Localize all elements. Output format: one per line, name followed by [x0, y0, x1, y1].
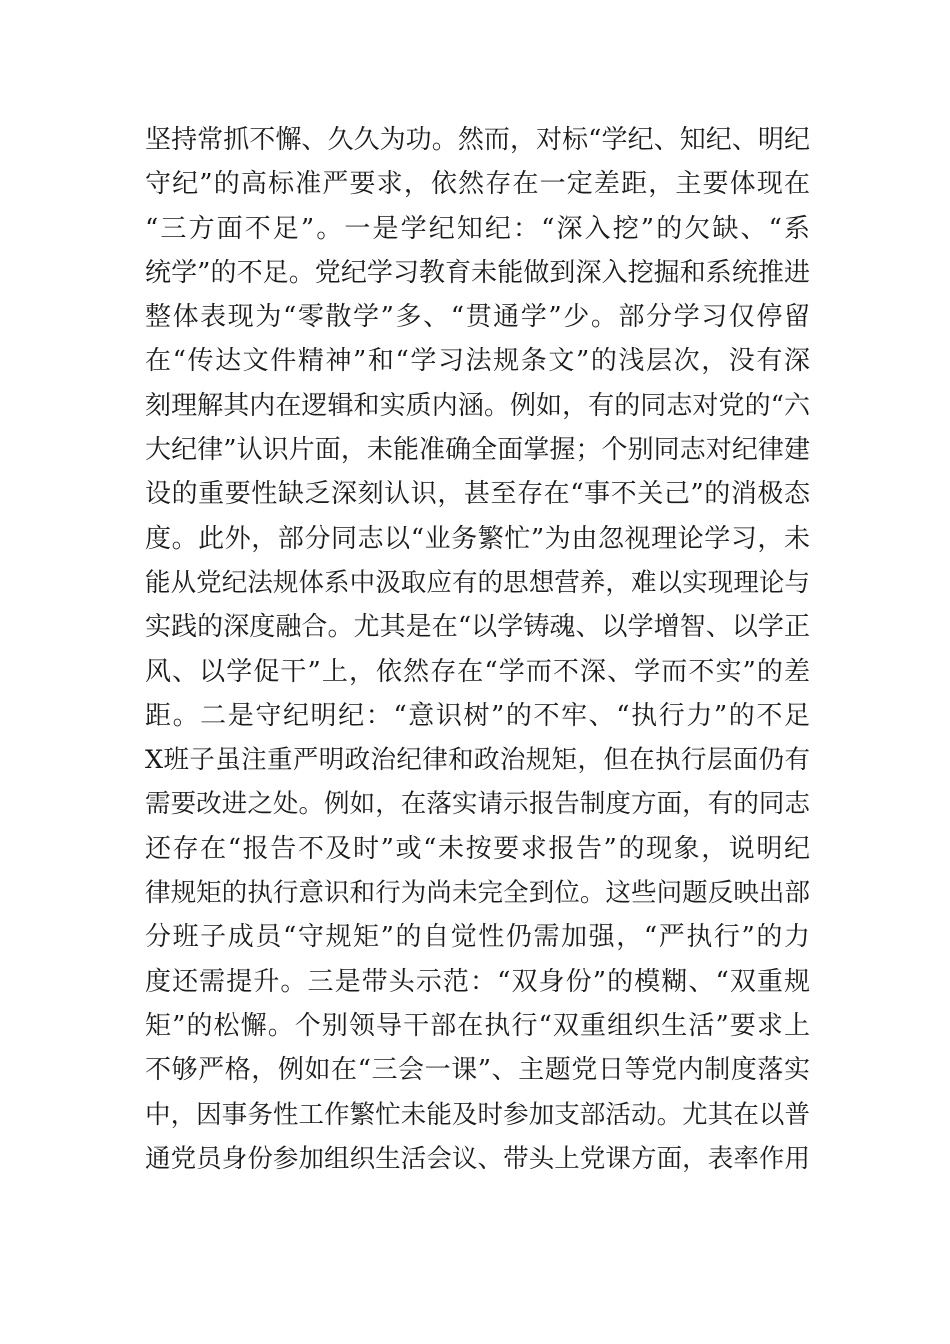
text-line: 大纪律”认识片面，未能准确全面掌握；个别同志对纪律建 — [145, 435, 810, 466]
text-line: 矩”的松懈。个别领导干部在执行“双重组织生活”要求上 — [145, 1010, 810, 1041]
text-line: X班子虽注重严明政治纪律和政治规矩，但在执行层面仍有 — [145, 745, 810, 776]
text-line: 还存在“报告不及时”或“未按要求报告”的现象，说明纪 — [145, 833, 810, 864]
text-line: 不够严格，例如在“三会一课”、主题党日等党内制度落实 — [145, 1055, 810, 1086]
text-line: 整体表现为“零散学”多、“贯通学”少。部分学习仅停留 — [145, 302, 810, 333]
body-text — [145, 118, 810, 1181]
text-line: 守纪”的高标准严要求，依然存在一定差距，主要体现在 — [145, 169, 810, 200]
text-line: “三方面不足”。一是学纪知纪：“深入挖”的欠缺、“系 — [145, 213, 810, 244]
text-line: 刻理解其内在逻辑和实质内涵。例如，有的同志对党的“六 — [145, 390, 810, 421]
text-line: 度还需提升。三是带头示范：“双身份”的模糊、“双重规 — [145, 966, 810, 997]
text-line: 律规矩的执行意识和行为尚未完全到位。这些问题反映出部 — [145, 878, 810, 909]
text-line: 设的重要性缺乏深刻认识，甚至存在“事不关己”的消极态 — [145, 479, 810, 510]
text-line: 风、以学促干”上，依然存在“学而不深、学而不实”的差 — [145, 656, 810, 687]
text-line: 中，因事务性工作繁忙未能及时参加支部活动。尤其在以普 — [145, 1099, 810, 1130]
text-line: 统学”的不足。党纪学习教育未能做到深入挖掘和系统推进 — [145, 257, 810, 288]
text-line: 通党员身份参加组织生活会议、带头上党课方面，表率作用 — [145, 1143, 810, 1174]
text-line: 坚持常抓不懈、久久为功。然而，对标“学纪、知纪、明纪 — [145, 125, 810, 155]
text-line: 分班子成员“守规矩”的自觉性仍需加强，“严执行”的力 — [145, 922, 810, 953]
text-line: 能从党纪法规体系中汲取应有的思想营养，难以实现理论与 — [145, 567, 810, 598]
text-line: 需要改进之处。例如，在落实请示报告制度方面，有的同志 — [145, 789, 810, 820]
text-line: 距。二是守纪明纪：“意识树”的不牢、“执行力”的不足 — [145, 700, 810, 731]
text-line: 在“传达文件精神”和“学习法规条文”的浅层次，没有深 — [145, 346, 810, 377]
text-line: 度。此外，部分同志以“业务繁忙”为由忽视理论学习，未 — [145, 523, 810, 554]
text-line: 实践的深度融合。尤其是在“以学铸魂、以学增智、以学正 — [145, 612, 810, 643]
